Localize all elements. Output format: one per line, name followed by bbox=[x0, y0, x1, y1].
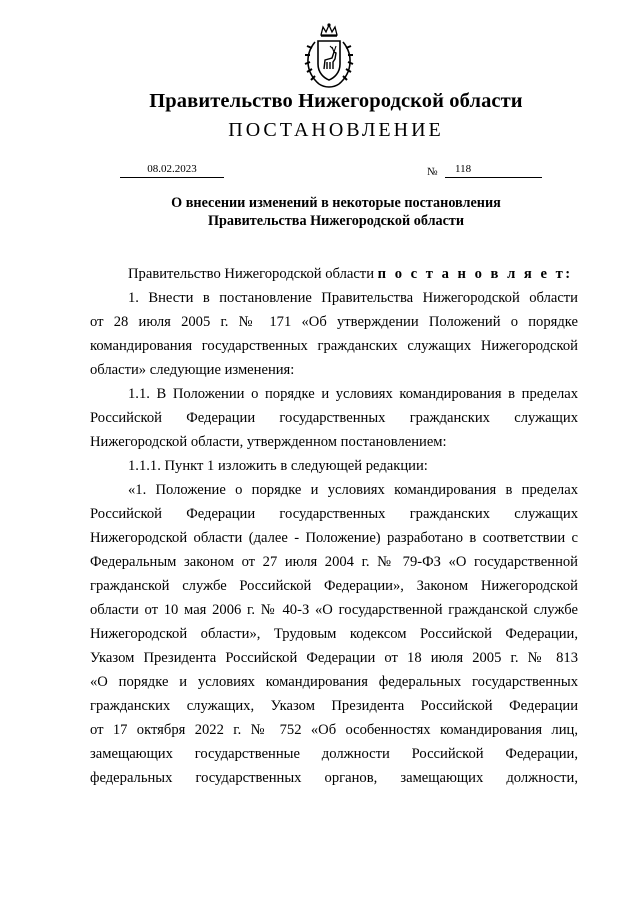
intro-text: Правительство Нижегородской области bbox=[128, 266, 374, 282]
body-line: командирования государственных гражданских служащих Нижегородской bbox=[90, 338, 578, 354]
coat-of-arms-emblem bbox=[299, 22, 359, 90]
subject-line-1: О внесении изменений в некоторые постановления bbox=[171, 195, 501, 211]
number-label: № bbox=[427, 166, 438, 178]
document-number: 118 bbox=[445, 163, 542, 178]
body-line: Нижегородской области», Трудовым кодексом Российской Федерации, bbox=[90, 626, 578, 642]
body-line: Нижегородской области (далее - Положение) разработано в соответствии с bbox=[90, 530, 578, 546]
body-line: от 28 июля 2005 г. № 171 «Об утверждении Положений о порядке bbox=[90, 314, 578, 330]
body-line: федеральных государственных органов, замещающих должности, bbox=[90, 770, 578, 786]
body-line: замещающих государственные должности Российской Федерации, bbox=[90, 746, 578, 762]
document-subject bbox=[0, 194, 640, 230]
subject-line-2: Правительства Нижегородской области bbox=[207, 213, 465, 229]
body-line: «1. Положение о порядке и условиях командирования в пределах bbox=[128, 482, 578, 498]
body-line: Нижегородской области, утвержденном постановлением: bbox=[90, 434, 447, 450]
body-line: Российской Федерации государственных гражданских служащих bbox=[90, 410, 578, 426]
body-line: 1. Внести в постановление Правительства Нижегородской области bbox=[128, 290, 578, 306]
body-line: области» следующие изменения: bbox=[90, 362, 295, 378]
body-line: 1.1.1. Пункт 1 изложить в следующей редакции: bbox=[128, 458, 428, 474]
body-line: гражданских служащих, Указом Президента Российской Федерации bbox=[90, 698, 578, 714]
body-line: гражданской службе Российской Федерации», Законом Нижегородской bbox=[90, 578, 578, 594]
body-line: Федеральным законом от 27 июля 2004 г. № 79-ФЗ «О государственной bbox=[90, 554, 578, 570]
intro-line bbox=[90, 262, 578, 286]
body-line: 1.1. В Положении о порядке и условиях командирования в пределах bbox=[128, 386, 578, 402]
body-line: от 17 октября 2022 г. № 752 «Об особенностях командирования лиц, bbox=[90, 722, 578, 738]
body-line: Российской Федерации государственных гражданских служащих bbox=[90, 506, 578, 522]
body-line: «О порядке и условиях командирования федеральных государственных bbox=[90, 674, 578, 690]
body-line: Указом Президента Российской Федерации от 18 июля 2005 г. № 813 bbox=[90, 650, 578, 666]
intro-verb: п о с т а н о в л я е т: bbox=[377, 266, 573, 282]
body-line: области от 10 мая 2006 г. № 40-З «О государственной гражданской службе bbox=[90, 602, 578, 618]
document-kind: ПОСТАНОВЛЕНИЕ bbox=[228, 119, 444, 141]
document-body bbox=[90, 262, 578, 790]
organization-title: Правительство Нижегородской области bbox=[149, 90, 523, 112]
document-date: 08.02.2023 bbox=[120, 163, 224, 178]
